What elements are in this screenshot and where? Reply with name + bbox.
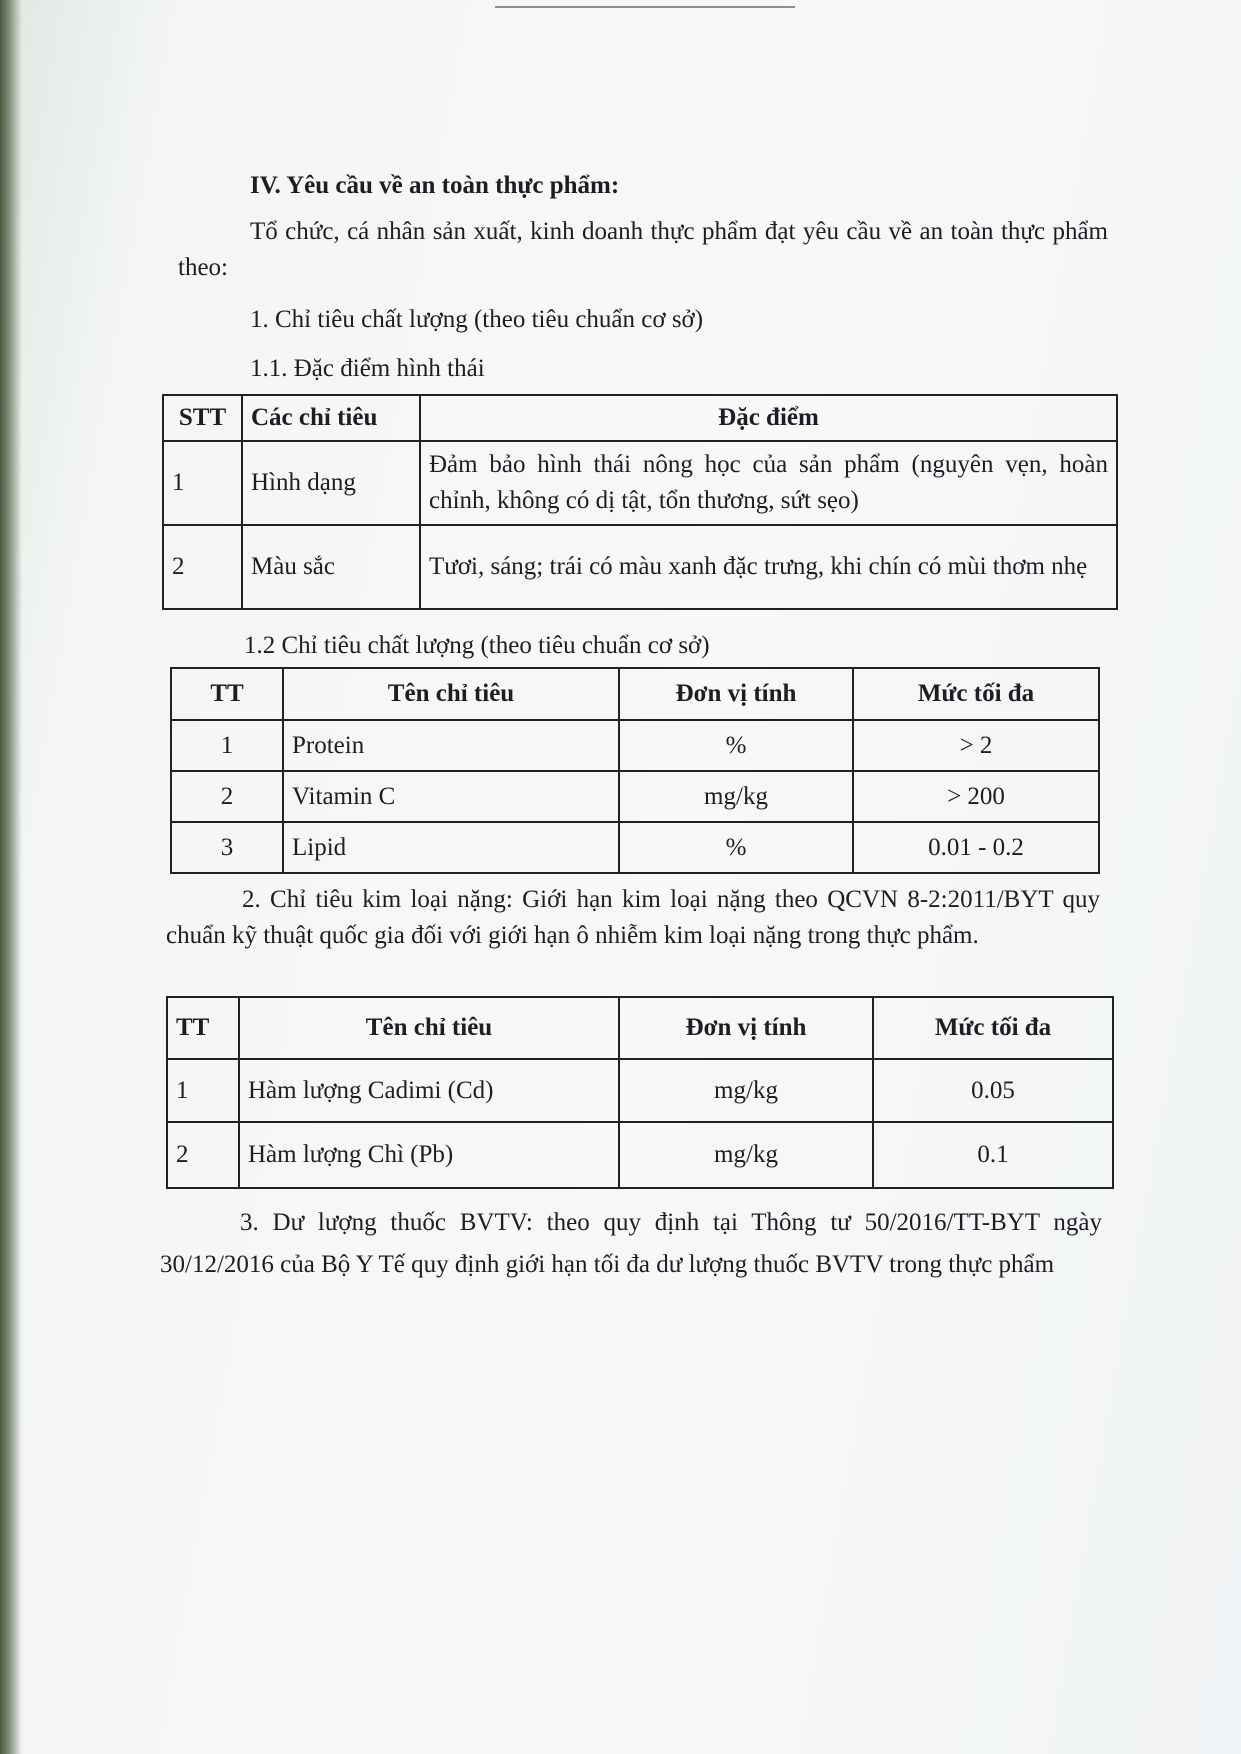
morphology-table xyxy=(162,394,1118,610)
scan-edge-shadow xyxy=(0,0,22,1754)
table2-cell-name: Vitamin C xyxy=(283,771,619,822)
table1-header-stt: STT xyxy=(163,395,242,441)
table1-cell-no: 2 xyxy=(163,525,242,609)
item-2-paragraph: 2. Chỉ tiêu kim loại nặng: Giới hạn kim loại nặng theo QCVN 8-2:2011/BYT quy chuẩn kỹ thuật quốc gia đối với giới hạn ô nhiễm kim loại nặng trong thực phẩm. xyxy=(166,886,1100,949)
heavy-metal-table xyxy=(166,996,1114,1189)
table2-header-name: Tên chỉ tiêu xyxy=(283,668,619,720)
table2-cell-no: 1 xyxy=(171,720,283,771)
table2-cell-no: 2 xyxy=(171,771,283,822)
table3-header-name: Tên chỉ tiêu xyxy=(239,997,619,1059)
table-row xyxy=(171,822,1099,873)
item-1-2-heading: 1.2 Chỉ tiêu chất lượng (theo tiêu chuẩn cơ sở) xyxy=(244,632,710,659)
header-rule xyxy=(495,6,795,8)
table1-cell-criteria: Hình dạng xyxy=(242,441,420,525)
intro-paragraph: Tổ chức, cá nhân sản xuất, kinh doanh thực phẩm đạt yêu cầu về an toàn thực phẩm theo: xyxy=(178,218,1108,281)
table3-cell-no: 1 xyxy=(167,1059,239,1122)
table1-cell-characteristics: Đảm bảo hình thái nông học của sản phẩm (nguyên vẹn, hoàn chỉnh, không có dị tật, tổn thương, sứt sẹo) xyxy=(420,441,1117,525)
table-row xyxy=(167,1059,1113,1122)
table2-cell-no: 3 xyxy=(171,822,283,873)
table2-cell-unit: % xyxy=(619,720,853,771)
table3-header-no: TT xyxy=(167,997,239,1059)
table2-header-no: TT xyxy=(171,668,283,720)
item-1-1-heading: 1.1. Đặc điểm hình thái xyxy=(250,355,485,382)
table3-cell-unit: mg/kg xyxy=(619,1122,873,1188)
table-row xyxy=(167,1122,1113,1188)
table3-header-max: Mức tối đa xyxy=(873,997,1113,1059)
table1-header-criteria: Các chỉ tiêu xyxy=(242,395,420,441)
item-3-paragraph: 3. Dư lượng thuốc BVTV: theo quy định tại Thông tư 50/2016/TT-BYT ngày 30/12/2016 của Bộ Y Tế quy định giới hạn tối đa dư lượng thuốc BVTV trong thực phẩm xyxy=(160,1209,1102,1278)
table1-header-characteristics: Đặc điểm xyxy=(420,395,1117,441)
table2-cell-max: 0.01 - 0.2 xyxy=(853,822,1099,873)
item-1-heading: 1. Chỉ tiêu chất lượng (theo tiêu chuẩn cơ sở) xyxy=(250,306,704,333)
table3-cell-max: 0.05 xyxy=(873,1059,1113,1122)
table2-cell-unit: mg/kg xyxy=(619,771,853,822)
table-row xyxy=(171,771,1099,822)
table2-cell-unit: % xyxy=(619,822,853,873)
section-heading: IV. Yêu cầu về an toàn thực phẩm: xyxy=(250,172,620,199)
table2-cell-name: Lipid xyxy=(283,822,619,873)
table-row xyxy=(171,720,1099,771)
quality-table xyxy=(170,667,1100,874)
table1-cell-no: 1 xyxy=(163,441,242,525)
table3-cell-no: 2 xyxy=(167,1122,239,1188)
table2-cell-name: Protein xyxy=(283,720,619,771)
table-row xyxy=(163,441,1117,525)
table2-cell-max: > 2 xyxy=(853,720,1099,771)
table3-cell-max: 0.1 xyxy=(873,1122,1113,1188)
table3-header-unit: Đơn vị tính xyxy=(619,997,873,1059)
table-row xyxy=(163,525,1117,609)
table2-header-max: Mức tối đa xyxy=(853,668,1099,720)
table1-cell-characteristics: Tươi, sáng; trái có màu xanh đặc trưng, khi chín có mùi thơm nhẹ xyxy=(420,525,1117,609)
table3-cell-name: Hàm lượng Cadimi (Cd) xyxy=(239,1059,619,1122)
table2-cell-max: > 200 xyxy=(853,771,1099,822)
table3-cell-name: Hàm lượng Chì (Pb) xyxy=(239,1122,619,1188)
table1-cell-criteria: Màu sắc xyxy=(242,525,420,609)
table3-cell-unit: mg/kg xyxy=(619,1059,873,1122)
table2-header-unit: Đơn vị tính xyxy=(619,668,853,720)
